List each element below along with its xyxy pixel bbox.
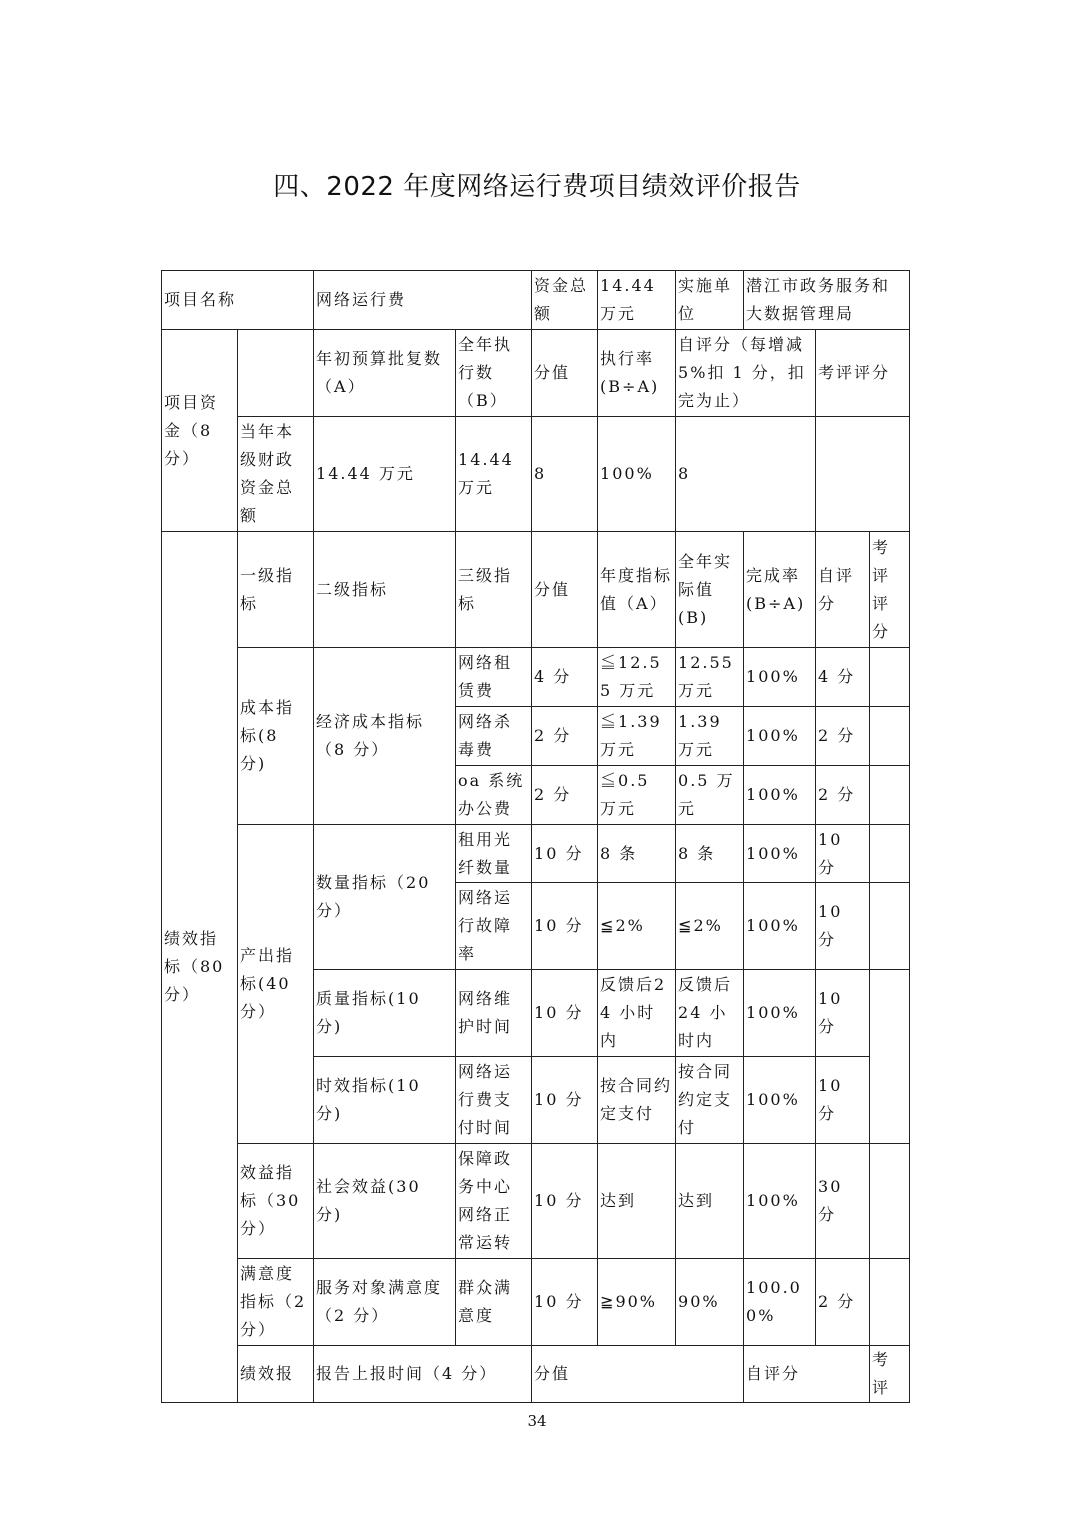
cost-row-review (870, 766, 910, 825)
funds-self: 8 (676, 417, 816, 532)
project-name-value: 网络运行费 (314, 271, 532, 330)
performance-section-label: 绩效指标（80 分） (162, 532, 238, 1403)
cost-row-actual: 12.55 万元 (676, 648, 744, 707)
cost-row-target: ≦1.39 万元 (598, 707, 676, 766)
timeliness-row-rate: 100% (744, 1057, 816, 1144)
output-row-rate: 100% (744, 883, 816, 970)
perf-header-level3: 三级指标 (456, 532, 532, 648)
satisfaction-row-actual: 90% (676, 1259, 744, 1346)
cost-row-name: oa 系统办公费 (456, 766, 532, 825)
output-row-score: 10 分 (532, 825, 598, 883)
timeliness-row-self: 10 分 (816, 1057, 870, 1144)
benefit-row-rate: 100% (744, 1144, 816, 1259)
output-row-actual: 8 条 (676, 825, 744, 883)
satisfaction-row-self: 2 分 (816, 1259, 870, 1346)
report-score-label: 分值 (532, 1346, 744, 1403)
funds-col-score: 分值 (532, 330, 598, 417)
output-row-target: 8 条 (598, 825, 676, 883)
cost-row-name: 网络杀毒费 (456, 707, 532, 766)
funds-row-label: 当年本级财政资金总额 (238, 417, 314, 532)
funds-col-self: 自评分（每增减5%扣 1 分，扣完为止） (676, 330, 816, 417)
output-row-review (870, 825, 910, 883)
timeliness-row-name: 网络运行费支付时间 (456, 1057, 532, 1144)
benefit-row-review (870, 1144, 910, 1259)
benefit-row-self: 30 分 (816, 1144, 870, 1259)
perf-header-target: 年度指标值（A） (598, 532, 676, 648)
output-row-self: 10 分 (816, 825, 870, 883)
funds-section-label: 项目资金（8 分） (162, 330, 238, 532)
cost-row-score: 4 分 (532, 648, 598, 707)
cost-row-rate: 100% (744, 648, 816, 707)
cost-level1: 成本指标(8 分) (238, 648, 314, 825)
quality-row-name: 网络维护时间 (456, 970, 532, 1057)
cost-row-actual: 1.39 万元 (676, 707, 744, 766)
satisfaction-level1: 满意度指标（2 分） (238, 1259, 314, 1346)
funds-col-executed: 全年执行数（B） (456, 330, 532, 417)
project-name-label: 项目名称 (162, 271, 314, 330)
benefit-row-target: 达到 (598, 1144, 676, 1259)
timeliness-level2: 时效指标(10 分) (314, 1057, 456, 1144)
cost-row-actual: 0.5 万元 (676, 766, 744, 825)
timeliness-row-target: 按合同约定支付 (598, 1057, 676, 1144)
unit-label: 实施单位 (676, 271, 744, 330)
output-row-target: ≦2% (598, 883, 676, 970)
funds-col-review: 考评评分 (816, 330, 910, 417)
funds-budget: 14.44 万元 (314, 417, 456, 532)
cost-row-target: ≦12.55 万元 (598, 648, 676, 707)
satisfaction-row-target: ≧90% (598, 1259, 676, 1346)
fund-total-value: 14.44 万元 (598, 271, 676, 330)
funds-col-budget: 年初预算批复数（A） (314, 330, 456, 417)
output-row-rate: 100% (744, 825, 816, 883)
output-row-actual: ≦2% (676, 883, 744, 970)
funds-executed: 14.44 万元 (456, 417, 532, 532)
quality-level2: 质量指标(10 分) (314, 970, 456, 1057)
timeliness-row-score: 10 分 (532, 1057, 598, 1144)
output-row-self: 10 分 (816, 883, 870, 970)
quality-row-self: 10 分 (816, 970, 870, 1057)
page-number: 34 (527, 1412, 547, 1430)
cost-row-rate: 100% (744, 766, 816, 825)
benefit-row-actual: 达到 (676, 1144, 744, 1259)
perf-header-review: 考评评分 (870, 532, 910, 648)
funds-score: 8 (532, 417, 598, 532)
cost-row-review (870, 707, 910, 766)
cost-row-score: 2 分 (532, 766, 598, 825)
benefit-row-score: 10 分 (532, 1144, 598, 1259)
cost-row-target: ≦0.5 万元 (598, 766, 676, 825)
fund-total-label: 资金总额 (532, 271, 598, 330)
page-title: 四、2022 年度网络运行费项目绩效评价报告 (273, 172, 801, 202)
cost-row-self: 2 分 (816, 707, 870, 766)
funds-review (816, 417, 910, 532)
output-row-score: 10 分 (532, 883, 598, 970)
output-level1: 产出指标(40 分） (238, 825, 314, 1144)
cost-row-self: 4 分 (816, 648, 870, 707)
funds-rate: 100% (598, 417, 676, 532)
satisfaction-level2: 服务对象满意度（2 分） (314, 1259, 456, 1346)
report-label: 绩效报 (238, 1346, 314, 1403)
timeliness-row-actual: 按合同约定支付 (676, 1057, 744, 1144)
cost-level2: 经济成本指标（8 分） (314, 648, 456, 825)
unit-value: 潜江市政务服务和大数据管理局 (744, 271, 910, 330)
quantity-level2: 数量指标（20 分） (314, 825, 456, 970)
output-row-review (870, 883, 910, 970)
funds-col-rate: 执行率(B÷A) (598, 330, 676, 417)
report-self-label: 自评分 (744, 1346, 870, 1403)
benefit-level1: 效益指标（30 分） (238, 1144, 314, 1259)
quality-timeliness-review (870, 970, 910, 1144)
benefit-row-name: 保障政务中心网络正常运转 (456, 1144, 532, 1259)
benefit-level2: 社会效益(30 分) (314, 1144, 456, 1259)
output-row-name: 租用光纤数量 (456, 825, 532, 883)
perf-header-level1: 一级指标 (238, 532, 314, 648)
quality-row-actual: 反馈后24 小时内 (676, 970, 744, 1057)
report-time-label: 报告上报时间（4 分） (314, 1346, 532, 1403)
cost-row-review (870, 648, 910, 707)
perf-header-actual: 全年实际值(B) (676, 532, 744, 648)
funds-empty-header (238, 330, 314, 417)
quality-row-target: 反馈后24 小时内 (598, 970, 676, 1057)
perf-header-self: 自评分 (816, 532, 870, 648)
satisfaction-row-score: 10 分 (532, 1259, 598, 1346)
quality-row-rate: 100% (744, 970, 816, 1057)
satisfaction-row-rate: 100.00% (744, 1259, 816, 1346)
cost-row-name: 网络租赁费 (456, 648, 532, 707)
output-row-name: 网络运行故障率 (456, 883, 532, 970)
cost-row-rate: 100% (744, 707, 816, 766)
perf-header-score: 分值 (532, 532, 598, 648)
report-review-label: 考评 (870, 1346, 910, 1403)
perf-header-rate: 完成率(B÷A) (744, 532, 816, 648)
performance-evaluation-table (161, 270, 910, 1403)
satisfaction-row-name: 群众满意度 (456, 1259, 532, 1346)
cost-row-self: 2 分 (816, 766, 870, 825)
perf-header-level2: 二级指标 (314, 532, 456, 648)
satisfaction-row-review (870, 1259, 910, 1346)
cost-row-score: 2 分 (532, 707, 598, 766)
quality-row-score: 10 分 (532, 970, 598, 1057)
